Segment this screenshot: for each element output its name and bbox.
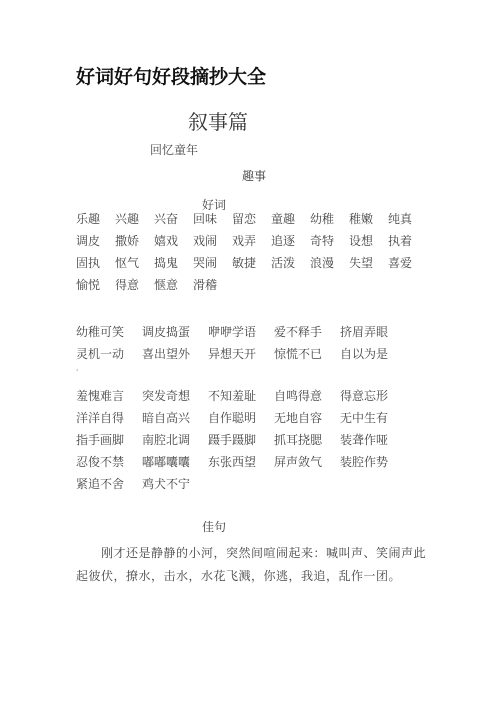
word: 幼稚	[310, 211, 335, 226]
word: 惬意	[154, 277, 179, 292]
idiom: 装聋作哑	[340, 432, 389, 447]
idiom: 调皮捣蛋	[142, 324, 191, 339]
words-heading: 好词	[202, 198, 227, 212]
word: 喜爱	[388, 255, 413, 270]
word: 撒娇	[115, 233, 140, 248]
idiom: 自鸣得意	[274, 388, 323, 403]
word: 怄气	[115, 255, 140, 270]
idiom: 异想天开	[208, 346, 257, 361]
idiom: 指手画脚	[76, 432, 125, 447]
idiom: 惊慌不已	[274, 346, 323, 361]
word: 稚嫩	[349, 211, 374, 226]
idiom-row	[76, 450, 446, 472]
idiom: 蹑手蹑脚	[208, 432, 257, 447]
word: 兴趣	[115, 211, 140, 226]
idiom: 自作聪明	[208, 410, 257, 425]
word: 设想	[349, 233, 374, 248]
word: 滑稽	[193, 277, 218, 292]
word: 童趣	[271, 211, 296, 226]
word: 失望	[349, 255, 374, 270]
page-title: 好词好句好段摘抄大全	[76, 66, 267, 88]
word: 戏弄	[232, 233, 257, 248]
idiom-list	[76, 320, 446, 364]
idiom: 爱不释手	[274, 324, 323, 339]
idiom: 幼稚可笑	[76, 324, 125, 339]
word: 固执	[76, 255, 101, 270]
idiom: 东张西望	[208, 454, 257, 469]
word: 戏闹	[193, 233, 218, 248]
word: 捣鬼	[154, 255, 179, 270]
idiom: 屏声敛气	[274, 454, 323, 469]
idiom: 喜出望外	[142, 346, 191, 361]
word: 执着	[388, 233, 413, 248]
word: 活泼	[271, 255, 296, 270]
word-row	[76, 273, 446, 295]
idiom: 灵机一动	[76, 346, 125, 361]
idiom: 自以为是	[340, 346, 389, 361]
idiom: 无地自容	[274, 410, 323, 425]
idiom: 嘟嘟囔囔	[142, 454, 191, 469]
idiom-row	[76, 406, 446, 428]
idiom: 南腔北调	[142, 432, 191, 447]
idiom: 鸡犬不宁	[142, 476, 191, 491]
idiom: 挤眉弄眼	[340, 324, 389, 339]
word: 兴奋	[154, 211, 179, 226]
idiom: 咿咿学语	[208, 324, 257, 339]
sentences-heading: 佳句	[202, 520, 227, 534]
word: 愉悦	[76, 277, 101, 292]
word: 纯真	[388, 211, 413, 226]
word: 浪漫	[310, 255, 335, 270]
word-list	[76, 207, 446, 295]
word-row	[76, 251, 446, 273]
topic-title: 趣事	[242, 169, 267, 183]
idiom: 忍俊不禁	[76, 454, 125, 469]
idiom-row	[76, 342, 446, 364]
word-row	[76, 229, 446, 251]
subsection-title: 回忆童年	[150, 143, 199, 157]
idiom-row	[76, 472, 446, 494]
idiom: 不知羞耻	[208, 388, 257, 403]
idiom: 突发奇想	[142, 388, 191, 403]
word: 留恋	[232, 211, 257, 226]
idiom: 洋洋自得	[76, 410, 125, 425]
idiom: 抓耳挠腮	[274, 432, 323, 447]
example-paragraph: 刚才还是静静的小河，突然间喧闹起来：喊叫声、笑闹声此起彼伏，撩水，击水，水花飞溅，你逃，我追，乱作一团。	[76, 546, 427, 583]
idiom: 无中生有	[340, 410, 389, 425]
idiom: 暗自高兴	[142, 410, 191, 425]
word: 回味	[193, 211, 218, 226]
idiom-row	[76, 428, 446, 450]
word: 敏捷	[232, 255, 257, 270]
word-row	[76, 207, 446, 229]
word: 奇特	[310, 233, 335, 248]
word: 哭闹	[193, 255, 218, 270]
idiom: 装腔作势	[340, 454, 389, 469]
idiom-row	[76, 320, 446, 342]
idiom-list	[76, 384, 446, 494]
word: 得意	[115, 277, 140, 292]
idiom: 得意忘形	[340, 388, 389, 403]
stray-mark: '	[76, 368, 79, 377]
idiom: 羞愧难言	[76, 388, 125, 403]
section-title: 叙事篇	[188, 110, 248, 134]
idiom: 紧追不舍	[76, 476, 125, 491]
word: 乐趣	[76, 211, 101, 226]
word: 追逐	[271, 233, 296, 248]
word: 调皮	[76, 233, 101, 248]
idiom-row	[76, 384, 446, 406]
word: 嬉戏	[154, 233, 179, 248]
